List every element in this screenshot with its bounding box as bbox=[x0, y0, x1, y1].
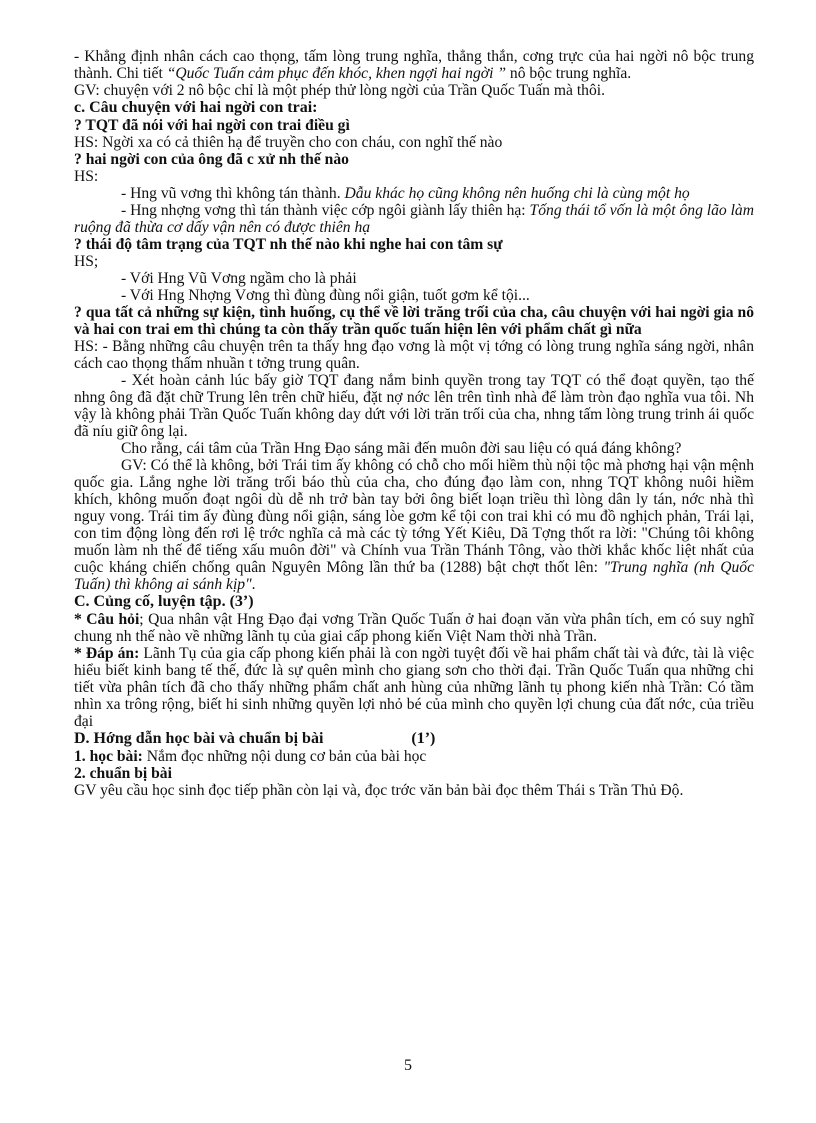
list-item: - Với Hng Vũ Vơng ngầm cho là phải bbox=[121, 270, 357, 287]
question-2: ? hai ngời con của ông đã c xử nh thế nào bbox=[74, 151, 349, 168]
review-answer: * Đáp án: Lãnh Tụ của gia cấp phong kiến phải là con ngời tuyệt đối về hai phẩm chất tài và đức, tài là việc hiểu biết kinh bang tế thế, đức là sự quên mình cho giang sơn cho thời đại. Trần Quốc Tuấn qua những chi tiết vừa phân tích đã cho thấy những phẩm chất anh hùng của những lãnh tụ phong kiến nhà Trần: Có tầm nhìn xa trông rộng, biết hi sinh những quyền lợi nhỏ bé của mình cho quyền lợi chung của đất nớc, của triều đại bbox=[74, 645, 754, 730]
paragraph-hung-vu: - Hng vũ vơng thì không tán thành. Dẫu khác họ cũng không nên huống chi là cùng một họ bbox=[121, 185, 690, 202]
homework-instruction: GV yêu cầu học sinh đọc tiếp phần còn lại và, đọc trớc văn bản bài đọc thêm Thái s Trần Thủ Độ. bbox=[74, 782, 684, 799]
section-heading-c: c. Câu chuyện với hai ngời con trai: bbox=[74, 99, 318, 116]
quote-italic: “Quốc Tuấn cảm phục đến khóc, khen ngợi hai ngời ” bbox=[166, 65, 506, 82]
student-answer-2-label: HS: bbox=[74, 168, 99, 185]
section-heading-D: D. Hớng dẫn học bài và chuẩn bị bài (1’) bbox=[74, 730, 436, 747]
paragraph-character: - Khẳng định nhân cách cao thọng, tấm lòng trung nghĩa, thẳng thắn, cơng trực của hai ngời nô bộc trung thành. Chi tiết “Quốc Tuấn cảm phục đến khóc, khen ngợi hai ngời ” nô bộc trung nghĩa. bbox=[74, 48, 754, 82]
question-4: ? qua tất cả những sự kiện, tình huống, cụ thể về lời trăng trối của cha, câu chuyện với hai ngời gia nô và hai con trai em thì chúng ta còn thấy trần quốc tuấn hiện lên với phẩm chất gì nữa bbox=[74, 304, 754, 338]
paragraph-hung-nhuong: - Hng nhợng vơng thì tán thành việc cớp ngôi giành lấy thiên hạ: Tống thái tổ vốn là một ông lão làm ruộng đã thừa cơ dấy vận nên có được thiên hạ bbox=[74, 202, 754, 236]
student-answer-4: HS: - Bằng những câu chuyện trên ta thấy hng đạo vơng là một vị tớng có lòng trung nghĩa sáng ngời, nhân cách cao thọng thấm nhuần t tởng trung quân. bbox=[74, 338, 754, 372]
list-item: - Với Hng Nhợng Vơng thì đùng đùng nổi giận, tuốt gơm kể tội... bbox=[121, 287, 530, 304]
page-number: 5 bbox=[404, 1057, 412, 1074]
homework-item-1: 1. học bài: Nắm đọc những nội dung cơ bản của bài học bbox=[74, 748, 427, 765]
section-heading-C: C. Củng cố, luyện tập. (3’) bbox=[74, 593, 254, 610]
teacher-note: GV: chuyện với 2 nô bộc chỉ là một phép thử lòng ngời của Trần Quốc Tuấn mà thôi. bbox=[74, 82, 605, 99]
question-3: ? thái độ tâm trạng của TQT nh thế nào khi nghe hai con tâm sự bbox=[74, 236, 503, 253]
question-1: ? TQT đã nói với hai ngời con trai điều gì bbox=[74, 117, 350, 134]
paragraph-context: - Xét hoàn cảnh lúc bấy giờ TQT đang nắm binh quyền trong tay TQT có thể đoạt quyền, tạo thế nhng ông đã đặt chữ Trung lên trên chữ hiếu, đặt nợ nớc lên trên tình nhà để làm tròn đạo nghĩa vua tôi. Nh vậy là không phải Trần Quốc Tuấn không day dứt với lời trăn trối của cha, nhng tấm lòng trung trinh ái quốc đã níu giữ ông lại. bbox=[74, 372, 754, 440]
review-question: * Câu hỏi; Qua nhân vật Hng Đạo đại vơng Trần Quốc Tuấn ở hai đoạn văn vừa phân tích, em có suy nghĩ chung nh thế nào về những lãnh tụ của giai cấp phong kiến Việt Nam thời nhà Trần. bbox=[74, 611, 754, 645]
document-page bbox=[74, 48, 754, 799]
teacher-explanation: GV: Có thể là không, bởi Trái tim ấy không có chỗ cho mối hiềm thù nội tộc mà phơng hại vận mệnh quốc gia. Lắng nghe lời trăng trối báo thù của cha, cho đúng đạo làm con, nhng TQT không nuôi hiềm khích, không muốn đoạt ngôi dù dễ nh trở bàn tay bởi ông biết loạn triều thì lòng dân ly tán, nớc nhà thì nguy vong. Trái tim ấy đùng đùng nổi giận, sáng lòe gơm kể tội con trai khi có mu đồ nghịch phản, Trái lại, con tim động lòng đến rơi lệ trớc nghĩa cả mà các tỳ tớng Yết Kiêu, Dã Tợng thốt ra lời: "Chúng tôi không muốn làm nh thế để tiếng xấu muôn đời" và Chính vua Trần Thánh Tông, vào thời khắc khốc liệt nhất của cuộc kháng chiến chống quân Nguyên Mông lần thứ ba (1288) bật chợt thốt lên: "Trung nghĩa (nh Quốc Tuấn) thì không ai sánh kịp". bbox=[74, 457, 754, 593]
homework-item-2: 2. chuẩn bị bài bbox=[74, 765, 172, 782]
student-answer-1: HS: Ngời xa có cả thiên hạ để truyền cho con cháu, con nghĩ thế nào bbox=[74, 134, 503, 151]
student-answer-3-label: HS; bbox=[74, 253, 99, 270]
paragraph-question: Cho rằng, cái tâm của Trần Hng Đạo sáng mãi đến muôn đời sau liệu có quá đáng không? bbox=[121, 440, 682, 457]
